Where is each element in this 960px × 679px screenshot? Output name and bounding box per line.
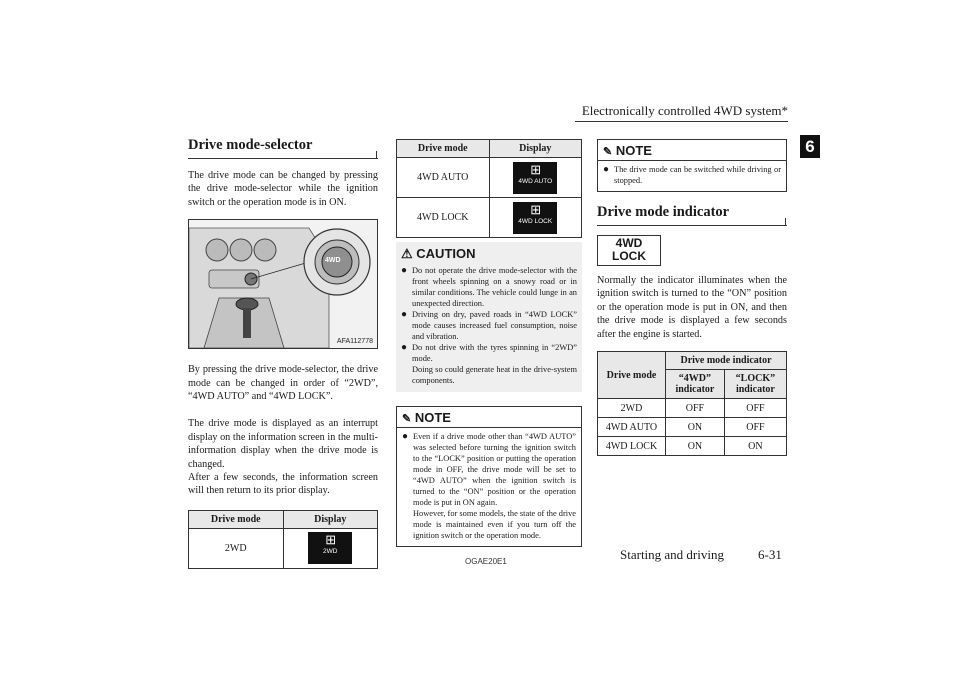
page-footer [620, 547, 782, 563]
note-list [402, 431, 576, 541]
indicator-paragraph: Normally the indicator illuminates when the ignition switch is turned to the “ON” position or the operation mode is put in ON, and then the drive mode is displayed a few seconds after the engine is started. [597, 275, 787, 340]
column-3 [597, 139, 787, 456]
list-item: ● The drive mode can be switched while driving or stopped. [603, 164, 781, 185]
header-4wd-indicator: “4WD” indicator [666, 370, 725, 399]
header-indicator-group: Drive mode indicator [666, 352, 787, 370]
list-item: ● Driving on dry, paved roads in “4WD LOCK” mode causes increased fuel consumption, noise and vibration. [401, 309, 577, 341]
image-code: AFA112778 [336, 338, 373, 346]
header-display: Display [283, 510, 378, 528]
caution-list [401, 265, 577, 386]
console-drawing [189, 220, 377, 348]
bullet-icon: ● [402, 431, 409, 442]
list-item: ● Even if a drive mode other than “4WD AUTO” was selected before turning the ignition switch to the “LOCK” position or putting the operation mode in OFF, the drive mode will be set to “4WD AUTO” when the ignition switch is turned to the “ON” position or the operation mode is put in ON again. [402, 431, 576, 507]
page-number: 6-31 [758, 547, 782, 562]
knob-label: 4WD [325, 257, 341, 265]
table-row: 4WD AUTO ON OFF [598, 418, 787, 437]
list-item-continuation: However, for some models, the state of the drive mode is maintained even if you turn off the ignition switch or the operation mode. [413, 509, 576, 540]
mode-cell: 4WD AUTO [397, 158, 490, 198]
intro-paragraph: The drive mode can be changed by pressing the drive mode-selector while the ignition switch or the operation mode is in ON. [188, 170, 378, 208]
footer-section: Starting and driving [620, 547, 724, 562]
section-heading-drive-mode-indicator [597, 204, 787, 226]
header-drive-mode: Drive mode [397, 140, 490, 158]
indicator-table [597, 351, 787, 456]
note-heading: ✎ NOTE [397, 410, 581, 428]
list-item: ● Do not operate the drive mode-selector with the front wheels spinning on a snowy road or in similar conditions. The vehicle could lunge in an unexpected direction. [401, 265, 577, 308]
note-pencil-icon: ✎ [402, 413, 412, 425]
car-icon: ⊞ [530, 201, 541, 217]
order-paragraph: By pressing the drive mode-selector, the drive mode can be changed in order of “2WD”, “4WD AUTO” and “4WD LOCK”. [188, 364, 378, 403]
header-display: Display [489, 140, 582, 158]
display-table-4wd [396, 139, 582, 238]
warning-triangle-icon: ⚠ [401, 246, 413, 261]
running-header: Electronically controlled 4WD system* [581, 103, 788, 118]
note-list [603, 164, 781, 186]
display-table-2wd [188, 510, 378, 569]
drive-display-icon: ⊞ 4WD AUTO [513, 162, 557, 194]
list-item-continuation: Doing so could generate heat in the drive-system components. [412, 365, 577, 385]
note-heading: ✎ NOTE [598, 143, 786, 161]
mode-cell: 4WD LOCK [397, 198, 490, 238]
table-row: 4WD LOCK ON ON [598, 437, 787, 456]
note-box [597, 139, 787, 192]
bullet-icon: ● [401, 265, 408, 276]
chapter-tab: 6 [800, 135, 820, 158]
4wd-lock-indicator-icon: 4WD LOCK [597, 235, 661, 266]
column-1 [188, 137, 378, 569]
drive-display-icon: ⊞ 4WD LOCK [513, 202, 557, 234]
bullet-icon: ● [401, 309, 408, 320]
mode-cell: 2WD [189, 528, 284, 568]
table-row: 2WD OFF OFF [598, 399, 787, 418]
car-icon: ⊞ [530, 161, 541, 177]
section-title: Drive mode-selector [188, 137, 313, 153]
car-icon: ⊞ [325, 532, 336, 548]
return-paragraph: After a few seconds, the information screen will then return to its prior display. [188, 472, 378, 497]
bullet-icon: ● [603, 164, 610, 175]
column-2 [396, 139, 582, 547]
header-rule [575, 121, 788, 122]
drive-display-icon: ⊞ 2WD [308, 532, 352, 564]
note-box [396, 406, 582, 547]
section-heading-drive-mode-selector [188, 137, 378, 159]
note-pencil-icon: ✎ [603, 146, 613, 158]
bullet-icon: ● [401, 342, 408, 353]
header-drive-mode: Drive mode [598, 352, 666, 399]
list-item: ● Do not drive with the tyres spinning in “2WD” mode. [401, 342, 577, 363]
selector-illustration [188, 219, 378, 349]
caution-box [396, 242, 582, 392]
section-title: Drive mode indicator [597, 204, 730, 220]
caution-heading: ⚠ CAUTION [401, 246, 476, 261]
header-drive-mode: Drive mode [189, 510, 284, 528]
header-lock-indicator: “LOCK” indicator [724, 370, 786, 399]
document-code: OGAE20E1 [465, 557, 507, 566]
display-paragraph: The drive mode is displayed as an interrupt display on the information screen in the multi-information display when the drive mode is changed. [188, 418, 378, 470]
